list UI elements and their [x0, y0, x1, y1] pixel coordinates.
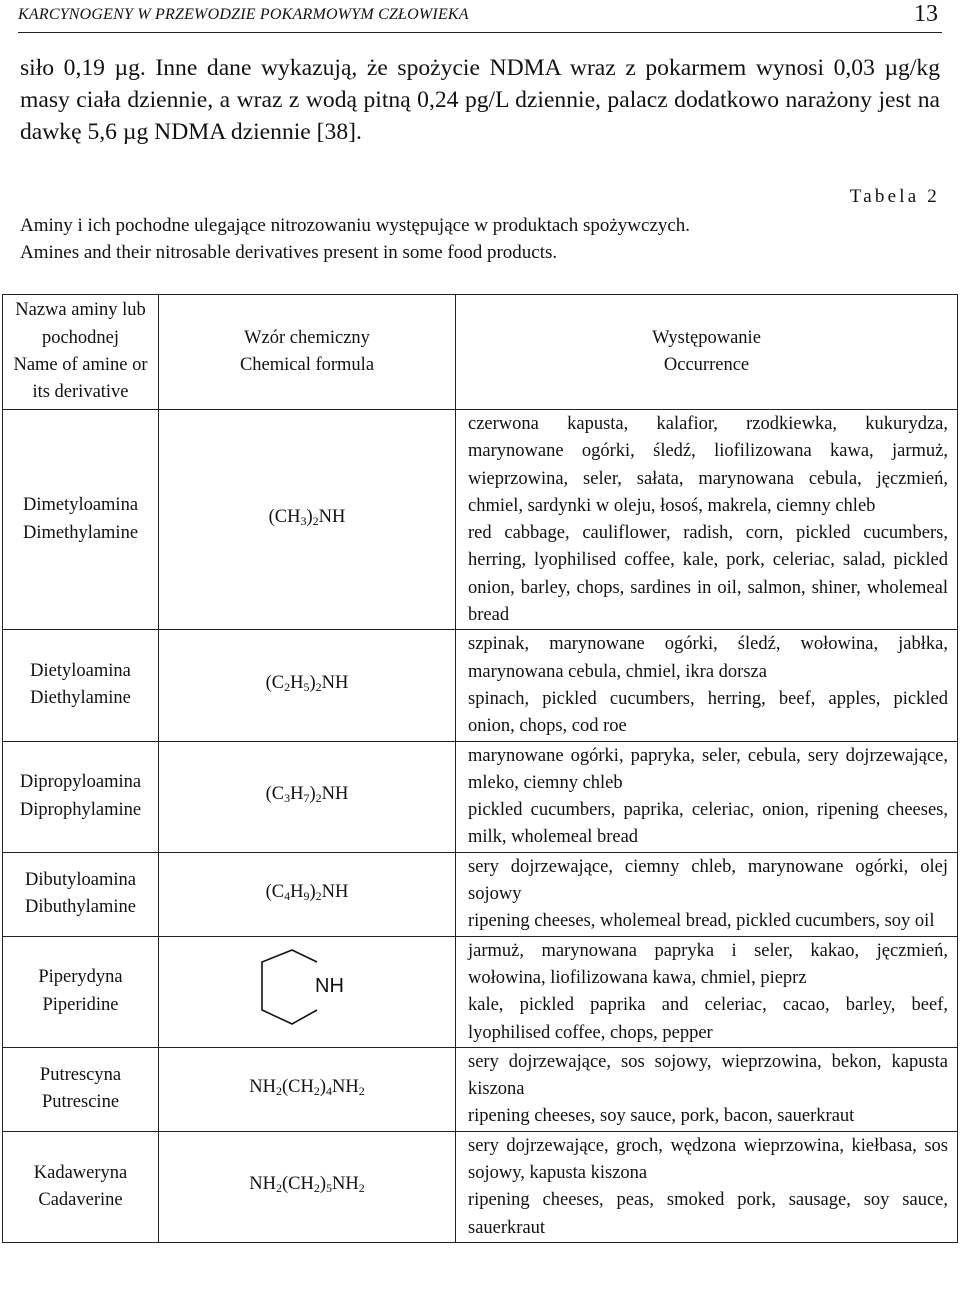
intro-paragraph: siło 0,19 µg. Inne dane wykazują, że spożycie NDMA wraz z pokarmem wynosi 0,03 µg/kg masy ciała dziennie, a wraz z wodą pitną 0,24 pg/L dziennie, palacz dodatkowo narażony jest na dawkę 5,6 µg NDMA dziennie [38].	[20, 55, 940, 145]
occurrence: czerwona kapusta, kalafior, rzodkiewka, kukurydza, marynowane ogórki, śledź, liofilizowana kawa, jarmuż, wieprzowina, seler, sałata, marynowana cebula, jęczmień, chmiel, sardynki w oleju, łosoś, makrela, ciemny chleb red cabbage, cauliflower, radish, corn, pickled cucumbers, herring, lyophilised coffee, kale, pork, celeriac, salad, pickled onion, barley, chops, sardines in oil, salmon, shiner, wholemeal bread	[456, 410, 958, 630]
table-row	[3, 410, 958, 630]
amine-name: Kadaweryna Cadaverine	[3, 1131, 159, 1242]
chemical-formula: $NH_2(CH_2)_4NH_2$	[159, 1047, 456, 1131]
header-formula: Wzór chemiczny Chemical formula	[159, 295, 456, 410]
chemical-formula: $(CH_3)_2NH$	[159, 410, 456, 630]
amines-table	[2, 294, 958, 1243]
header-name: Nazwa aminy lub pochodnej Name of amine or its derivative	[3, 295, 159, 410]
ring-bonds	[262, 950, 317, 1024]
header-occurrence: Występowanie Occurrence	[456, 295, 958, 410]
occurrence: sery dojrzewające, sos sojowy, wieprzowina, bekon, kapusta kiszona ripening cheeses, soy sauce, pork, bacon, sauerkraut	[456, 1047, 958, 1131]
running-header	[18, 0, 942, 33]
occurrence: marynowane ogórki, papryka, seler, cebula, sery dojrzewające, mleko, ciemny chleb pickled cucumbers, paprika, celeriac, onion, ripening cheeses, milk, wholemeal bread	[456, 741, 958, 852]
chemical-formula: $(C_3H_7)_2NH$	[159, 741, 456, 852]
ring-nh-label: NH	[315, 974, 344, 997]
occurrence: szpinak, marynowane ogórki, śledź, wołowina, jabłka, marynowana cebula, chmiel, ikra dorsza spinach, pickled cucumbers, herring, beef, apples, pickled onion, chops, cod roe	[456, 630, 958, 741]
occurrence: sery dojrzewające, groch, wędzona wieprzowina, kiełbasa, sos sojowy, kapusta kiszona ripening cheeses, peas, smoked pork, sausage, soy sauce, sauerkraut	[456, 1131, 958, 1242]
table-row	[3, 936, 958, 1047]
amine-name: Piperydyna Piperidine	[3, 936, 159, 1047]
table-caption	[20, 212, 690, 266]
page-number: 13	[914, 1, 938, 27]
amine-name: Dibutyloamina Dibuthylamine	[3, 852, 159, 936]
table-header-row	[3, 295, 958, 410]
table-title-en: Amines and their nitrosable derivatives present in some food products.	[20, 242, 558, 263]
table-row	[3, 630, 958, 741]
occurrence: sery dojrzewające, ciemny chleb, marynowane ogórki, olej sojowy ripening cheeses, wholemeal bread, pickled cucumbers, soy oil	[456, 852, 958, 936]
occurrence: jarmuż, marynowana papryka i seler, kakao, jęczmień, wołowina, liofilizowana kawa, chmiel, pieprz kale, pickled paprika and celeriac, cacao, barley, beef, lyophilised coffee, chops, pepper	[456, 936, 958, 1047]
table-row	[3, 1131, 958, 1242]
chemical-formula: $NH_2(CH_2)_5NH_2$	[159, 1131, 456, 1242]
amine-name: Dimetyloamina Dimethylamine	[3, 410, 159, 630]
chemical-formula: $(C_4H_9)_2NH$	[159, 852, 456, 936]
table-title-pl: Aminy i ich pochodne ulegające nitrozowaniu występujące w produktach spożywczych.	[20, 215, 691, 236]
running-title: KARCYNOGENY W PRZEWODZIE POKARMOWYM CZŁOWIEKA	[18, 6, 469, 23]
table-label: Tabela 2	[849, 186, 940, 207]
table-row	[3, 741, 958, 852]
chemical-formula	[159, 936, 456, 1047]
table-row	[3, 852, 958, 936]
piperidine-ring-structure	[252, 944, 362, 1040]
table-row	[3, 1047, 958, 1131]
amine-name: Dipropyloamina Diprophylamine	[3, 741, 159, 852]
amine-name: Putrescyna Putrescine	[3, 1047, 159, 1131]
chemical-formula: $(C_2H_5)_2NH$	[159, 630, 456, 741]
amine-name: Dietyloamina Diethylamine	[3, 630, 159, 741]
